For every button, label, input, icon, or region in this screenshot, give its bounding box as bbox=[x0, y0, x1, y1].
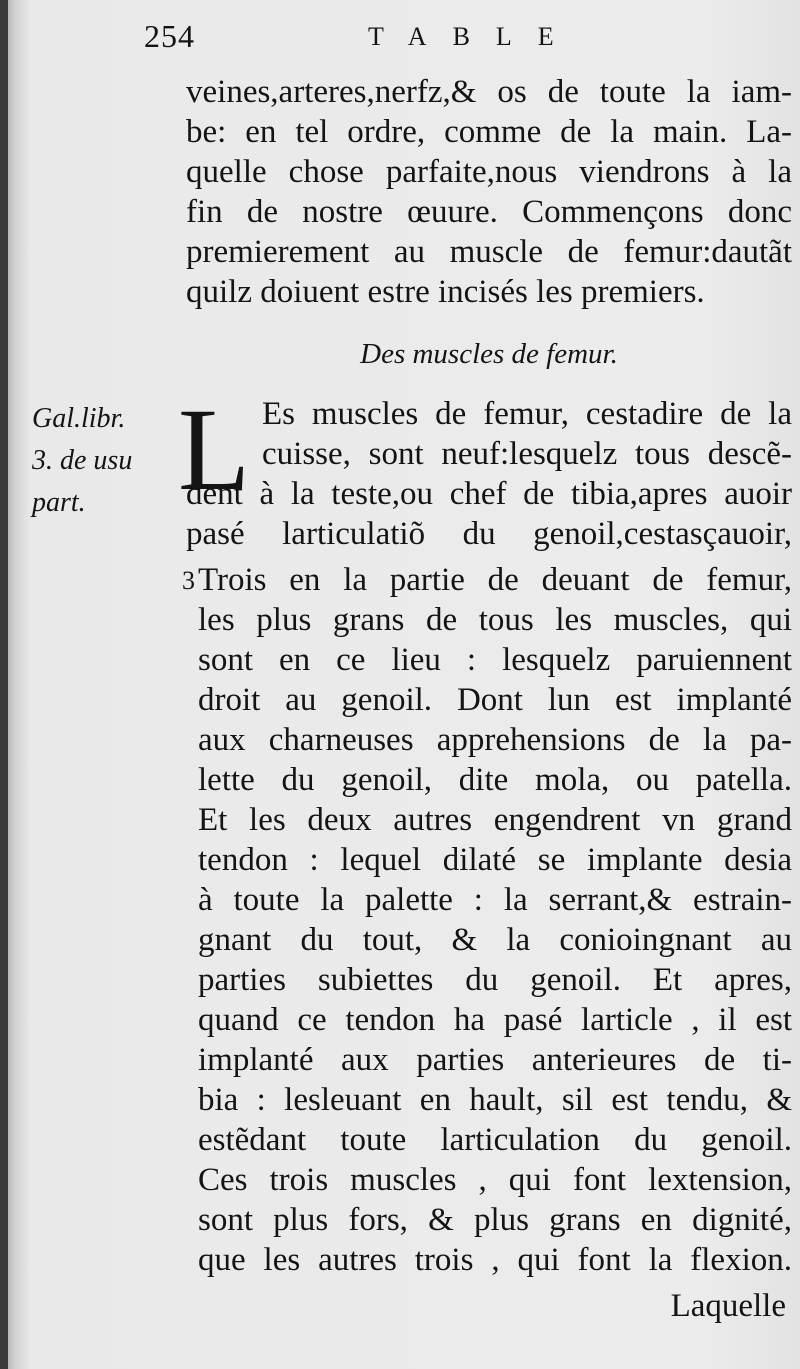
text-line: cuisse, sont neuf:lesquelz tous descẽ- bbox=[262, 436, 792, 472]
text-line: les plus grans de tous les muscles, qui bbox=[198, 602, 792, 638]
text-line: pasé larticulatiõ du genoil,cestasçauoir, bbox=[186, 516, 792, 552]
text-line: Es muscles de femur, cestadire de la bbox=[262, 396, 792, 432]
text-line: premierement au muscle de femur:dautãt bbox=[186, 234, 792, 270]
text-line: be: en tel ordre, comme de la main. La- bbox=[186, 114, 792, 150]
text-line: implanté aux parties anterieures de ti- bbox=[198, 1042, 792, 1078]
text-line: Trois en la partie de deuant de femur, bbox=[198, 562, 792, 598]
text-line: estẽdant toute larticulation du genoil. bbox=[198, 1122, 792, 1158]
paragraph-2-body bbox=[198, 560, 792, 1280]
page-header bbox=[140, 18, 740, 58]
text-line: dent à la teste,ou chef de tibia,apres auoir bbox=[186, 476, 792, 512]
margin-note bbox=[32, 398, 182, 524]
text-line: Ces trois muscles , qui font lextension, bbox=[198, 1162, 792, 1198]
text-line: sont plus fors, & plus grans en dignité, bbox=[198, 1202, 792, 1238]
text-line: à toute la palette : la serrant,& estrain- bbox=[198, 882, 792, 918]
text-line: Et les deux autres engendrent vn grand bbox=[198, 802, 792, 838]
binding-gutter bbox=[0, 0, 8, 1369]
margin-note-line: Gal.libr. bbox=[32, 403, 126, 434]
text-line: quilz doiuent estre incisés les premiers. bbox=[186, 274, 705, 310]
text-line: tendon : lequel dilaté se implante desia bbox=[198, 842, 792, 878]
paragraph-1 bbox=[186, 72, 792, 312]
margin-note-line: 3. de usu bbox=[32, 445, 133, 476]
page-number: 254 bbox=[144, 18, 195, 54]
text-line: gnant du tout, & la conioingnant au bbox=[198, 922, 792, 958]
text-line: veines,arteres,nerfz,& os de toute la iam- bbox=[186, 74, 792, 110]
margin-note-line: part. bbox=[32, 487, 86, 518]
text-line: droit au genoil. Dont lun est implanté bbox=[198, 682, 792, 718]
margin-marker: 3 bbox=[182, 566, 195, 595]
text-line: que les autres trois , qui font la flexion. bbox=[198, 1242, 792, 1278]
text-line: parties subiettes du genoil. Et apres, bbox=[198, 962, 792, 998]
text-line: aux charneuses apprehensions de la pa- bbox=[198, 722, 792, 758]
paragraph-2-opening bbox=[186, 394, 792, 554]
text-line: quand ce tendon ha pasé larticle , il est bbox=[198, 1002, 792, 1038]
text-line: quelle chose parfaite,nous viendrons à la bbox=[186, 154, 792, 190]
section-heading: Des muscles de femur. bbox=[360, 338, 618, 370]
text-line: sont en ce lieu : lesquelz paruiennent bbox=[198, 642, 792, 678]
text-line: fin de nostre œuure. Commençons donc bbox=[186, 194, 792, 230]
text-line: bia : lesleuant en hault, sil est tendu, & bbox=[198, 1082, 792, 1118]
running-head: TABLE bbox=[368, 22, 580, 51]
text-line: lette du genoil, dite mola, ou patella. bbox=[198, 762, 792, 798]
drop-capital: L bbox=[178, 384, 251, 515]
catchword: Laquelle bbox=[670, 1288, 786, 1324]
